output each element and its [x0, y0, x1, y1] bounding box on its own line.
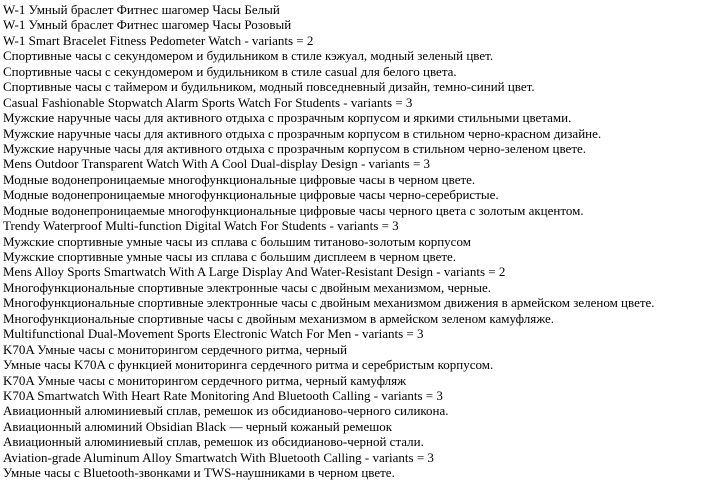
product-summary-line: W-1 Smart Bracelet Fitness Pedometer Watch - variants = 2 — [3, 32, 314, 48]
variant-line: W-1 Умный браслет Фитнес шагомер Часы Розовый — [3, 17, 292, 33]
variant-line: Спортивные часы с таймером и будильником, модный повседневный дизайн, темно-синий цвет. — [3, 79, 535, 95]
variant-line: Умные часы с Bluetooth-звонками и TWS-наушниками в черном цвете. — [3, 465, 395, 480]
variant-line: Многофункциональные спортивные электронные часы с двойным механизмом движения в армейском зеленом цвете. — [3, 295, 655, 311]
variant-line: Многофункциональные спортивные часы с двойным механизмом в армейском зеленом камуфляже. — [3, 310, 555, 326]
variant-line: Многофункциональные спортивные электронные часы с двойным механизмом, черные. — [3, 279, 491, 295]
variant-line: Мужские спортивные умные часы из сплава с большим титаново-золотым корпусом — [3, 233, 471, 249]
variant-line: Авиационный алюминий Obsidian Black — черный кожаный ремешок — [3, 418, 393, 434]
variant-line: K70A Умные часы с мониторингом сердечного ритма, черный камуфляж — [3, 372, 407, 388]
product-summary-line: Mens Alloy Sports Smartwatch With A Large Display And Water-Resistant Design - variants = 2 — [3, 264, 506, 280]
variant-line: Мужские наручные часы для активного отдыха с прозрачным корпусом в стильном черно-красном дизайне. — [3, 125, 602, 141]
variant-line: Мужские наручные часы для активного отдыха с прозрачным корпусом и яркими стильными цветами. — [3, 110, 572, 126]
variant-line: Мужские наручные часы для активного отдыха с прозрачным корпусом в стильном черно-зеленом цвете. — [3, 140, 587, 156]
variant-line: K70A Умные часы с мониторингом сердечного ритма, черный — [3, 341, 348, 357]
product-summary-line: K70A Smartwatch With Heart Rate Monitoring And Bluetooth Calling - variants = 3 — [3, 387, 443, 403]
variant-line: Модные водонепроницаемые многофункциональные цифровые часы черно-серебристые. — [3, 187, 499, 203]
variant-line: Мужские спортивные умные часы из сплава с большим дисплеем в черном цвете. — [3, 249, 457, 264]
product-summary-line: Mens Outdoor Transparent Watch With A Cool Dual-display Design - variants = 3 — [3, 156, 431, 172]
variant-line: Авиационный алюминиевый сплав, ремешок из обсидианово-черного силикона. — [3, 403, 449, 419]
product-summary-line: Multifunctional Dual-Movement Sports Electronic Watch For Men - variants = 3 — [3, 326, 424, 342]
product-summary-line: Aviation-grade Aluminum Alloy Smartwatch With Bluetooth Calling - variants = 3 — [3, 449, 434, 465]
product-list — [3, 2, 720, 480]
variant-line: Модные водонепроницаемые многофункциональные цифровые часы в черном цвете. — [3, 171, 476, 187]
product-summary-line: Trendy Waterproof Multi-function Digital Watch For Students - variants = 3 — [3, 218, 399, 234]
variant-line: Умные часы K70A с функцией мониторинга сердечного ритма и серебристым корпусом. — [3, 357, 494, 373]
variant-line: Авиационный алюминиевый сплав, ремешок из обсидианово-черной стали. — [3, 434, 424, 450]
product-summary-line: Casual Fashionable Stopwatch Alarm Sports Watch For Students - variants = 3 — [3, 94, 413, 110]
variant-line: Спортивные часы с секундомером и будильником в стиле кэжуал, модный зеленый цвет. — [3, 48, 494, 64]
variant-line: Модные водонепроницаемые многофункциональные цифровые часы черного цвета с золотым акцентом. — [3, 202, 584, 218]
variant-line: W-1 Умный браслет Фитнес шагомер Часы Белый — [3, 2, 280, 17]
variant-line: Спортивные часы с секундомером и будильником в стиле casual для белого цвета. — [3, 63, 457, 79]
